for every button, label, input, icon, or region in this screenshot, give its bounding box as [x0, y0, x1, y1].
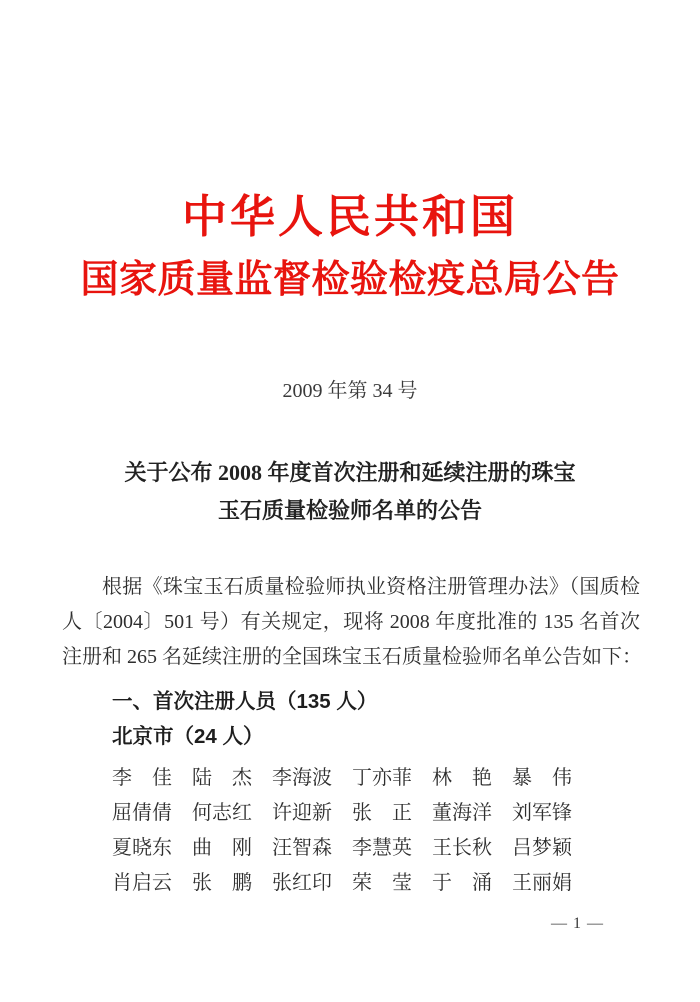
- body-paragraph: [62, 570, 640, 675]
- registrant-name: 林 艳: [432, 767, 492, 789]
- registrant-name: 肖启云: [112, 872, 172, 894]
- document-title-line1: 中华人民共和国: [181, 192, 518, 242]
- document-title-line2: 国家质量监督检验检疫总局公告: [80, 259, 620, 301]
- body-line-3: 注册和 265 名延续注册的全国珠宝玉石质量检验师名单公告如下：: [62, 646, 642, 668]
- registrant-name: 丁亦菲: [352, 767, 412, 789]
- registrant-name: 董海洋: [432, 802, 492, 824]
- registrant-name: 夏晓东: [112, 837, 172, 859]
- body-line-1: 根据《珠宝玉石质量检验师执业资格注册管理办法》（国质检: [102, 576, 640, 598]
- registrant-name: 刘军锋: [512, 802, 572, 824]
- name-row: [112, 863, 572, 898]
- registrant-name: 荣 莹: [352, 872, 412, 894]
- registrant-name: 张红印: [272, 872, 332, 894]
- registrant-name: 暴 伟: [512, 767, 572, 789]
- issue-number: 2009 年第 34 号: [282, 380, 418, 402]
- announcement-subtitle-line2: 玉石质量检验师名单的公告: [217, 498, 482, 523]
- section-heading-first-registration: 一、首次注册人员（135 人）: [112, 690, 378, 713]
- name-row: [112, 793, 572, 828]
- registrant-name: 曲 刚: [192, 837, 252, 859]
- body-line-2: 人〔2004〕501 号）有关规定，现将 2008 年度批准的 135 名首次: [62, 611, 640, 633]
- name-row: [112, 828, 572, 863]
- registrant-name: 王长秋: [432, 837, 492, 859]
- registrant-name: 陆 杰: [192, 767, 252, 789]
- registrant-name: 李慧英: [352, 837, 412, 859]
- announcement-subtitle-line1: 关于公布 2008 年度首次注册和延续注册的珠宝: [124, 460, 576, 485]
- registrant-name: 李海波: [272, 767, 332, 789]
- registrant-name: 何志红: [192, 802, 252, 824]
- section-heading-beijing: 北京市（24 人）: [112, 725, 264, 748]
- name-row: [112, 758, 572, 793]
- registrant-name: 许迎新: [272, 802, 332, 824]
- registrant-name: 张 正: [352, 802, 412, 824]
- registrant-name: 王丽娟: [512, 872, 572, 894]
- page-number: — 1 —: [551, 915, 604, 932]
- registrant-name: 张 鹏: [192, 872, 252, 894]
- registrant-name: 吕梦颖: [512, 837, 572, 859]
- registrant-name-list: [112, 758, 572, 898]
- registrant-name: 于 涌: [432, 872, 492, 894]
- registrant-name: 李 佳: [112, 767, 172, 789]
- registrant-name: 屈倩倩: [112, 802, 172, 824]
- registrant-name: 汪智森: [272, 837, 332, 859]
